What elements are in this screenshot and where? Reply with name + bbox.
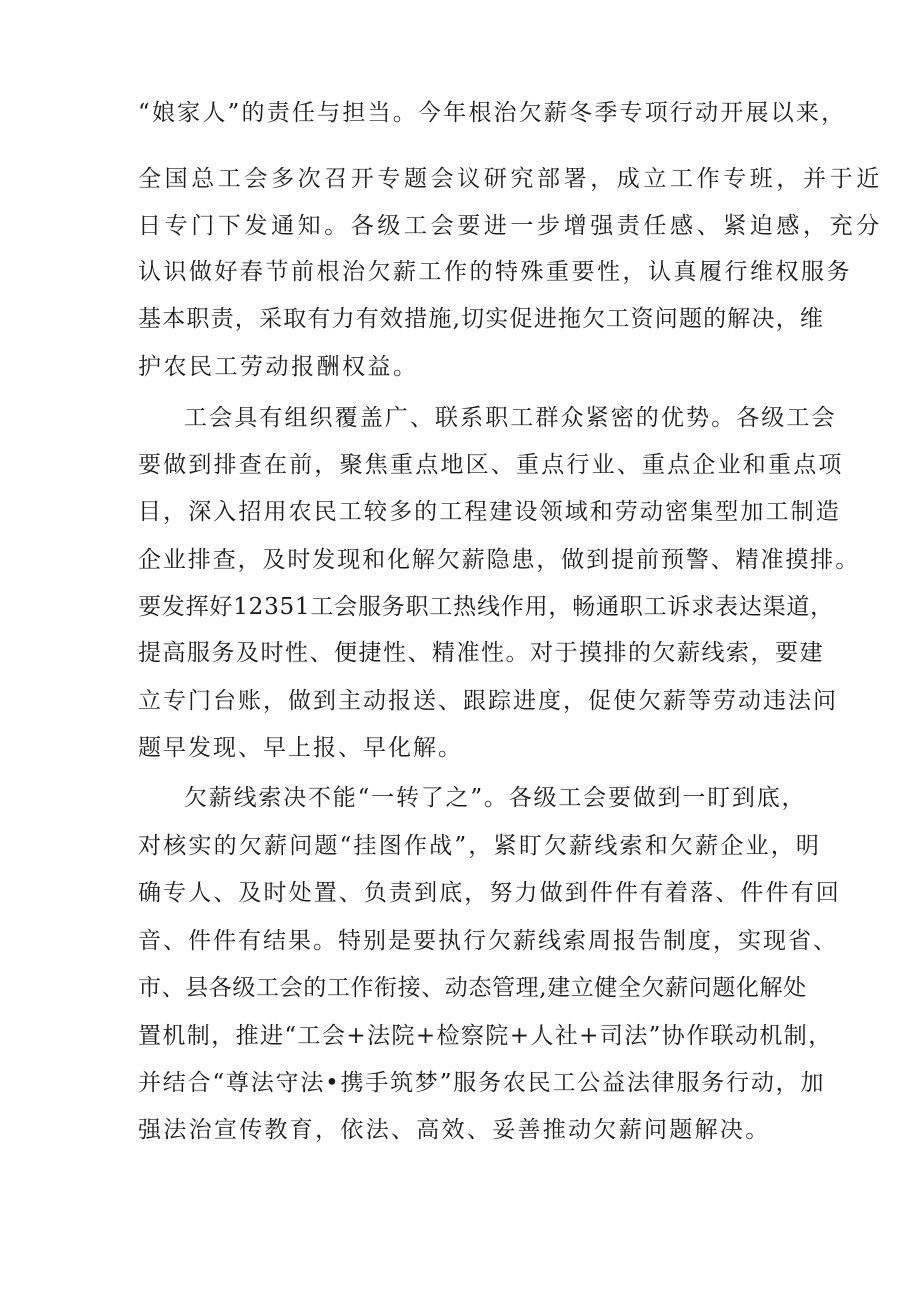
paragraph-line: 工会具有组织覆盖广、联系职工群众紧密的优势。各级工会 <box>184 405 837 431</box>
paragraph-line: 置机制，推进“工会+法院+检察院+人社+司法”协作联动机制， <box>138 1023 833 1049</box>
paragraph-line: 全国总工会多次召开专题会议研究部署，成立工作专班，并于近 <box>138 166 883 192</box>
paragraph-line: 要做到排查在前，聚焦重点地区、重点行业、重点企业和重点项 <box>138 452 844 478</box>
paragraph-line: 认识做好春节前根治欠薪工作的特殊重要性，认真履行维权服务 <box>138 259 852 285</box>
paragraph-line: 欠薪线索决不能“一转了之”。各级工会要做到一盯到底， <box>184 785 807 811</box>
paragraph-line: 题早发现、早上报、早化解。 <box>138 735 463 761</box>
paragraph-line: 并结合“尊法守法•携手筑梦”服务农民工公益法律服务行动，加 <box>138 1070 826 1096</box>
paragraph-line: 护农民工劳动报酬权益。 <box>138 354 419 380</box>
paragraph-line: “娘家人”的责任与担当。今年根治欠薪冬季专项行动开展以来， <box>138 100 847 126</box>
paragraph-line: 要发挥好12351工会服务职工热线作用，畅通职工诉求表达渠道， <box>138 594 834 620</box>
paragraph-line: 基本职责，采取有力有效措施,切实促进拖欠工资问题的解决，维 <box>138 306 825 332</box>
paragraph-line: 音、件件有结果。特别是要执行欠薪线索周报告制度，实现省、 <box>138 928 838 954</box>
paragraph-line: 立专门台账，做到主动报送、跟踪进度，促使欠薪等劳动违法问 <box>138 688 838 714</box>
paragraph-line: 企业排查，及时发现和化解欠薪隐患，做到提前预警、精准摸排。 <box>138 547 861 573</box>
paragraph-line: 确专人、及时处置、负责到底，努力做到件件有着落、件件有回 <box>138 880 841 906</box>
paragraph-line: 市、县各级工会的工作衔接、动态管理,建立健全欠薪问题化解处 <box>138 975 807 1001</box>
paragraph-line: 提高服务及时性、便捷性、精准性。对于摸排的欠薪线索，要建 <box>138 640 824 666</box>
paragraph-line: 强法治宣传教育，依法、高效、妥善推动欠薪问题解决。 <box>138 1117 771 1143</box>
paragraph-line: 日专门下发通知。各级工会要进一步增强责任感、紧迫感，充分 <box>138 213 883 239</box>
paragraph-line: 目，深入招用农民工较多的工程建设领域和劳动密集型加工制造 <box>138 499 841 525</box>
paragraph-line: 对核实的欠薪问题“挂图作战”，紧盯欠薪线索和欠薪企业，明 <box>138 833 822 859</box>
